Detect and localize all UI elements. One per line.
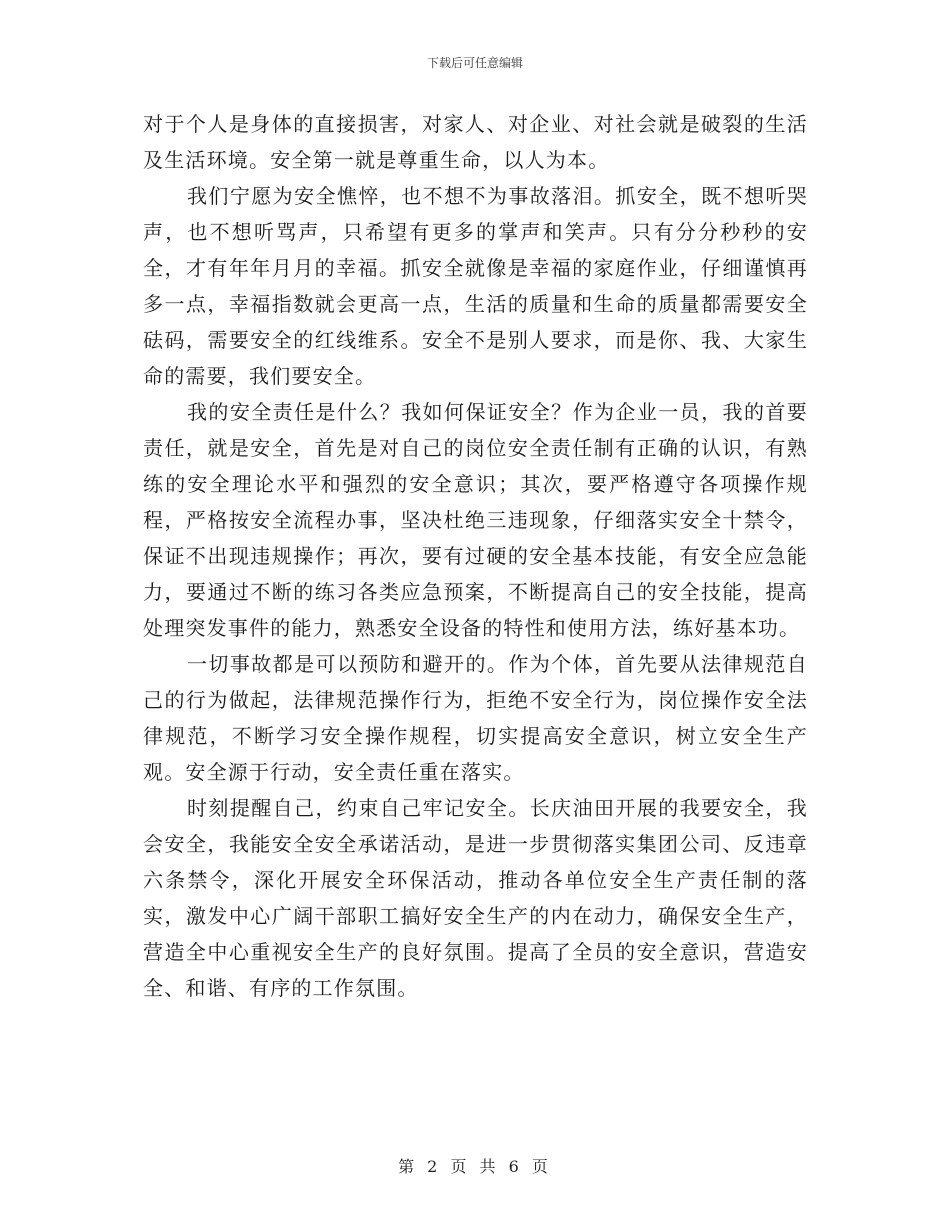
paragraph-2: 我们宁愿为安全憔悴，也不想不为事故落泪。抓安全，既不想听哭声，也不想听骂声，只希望有更多的掌声和笑声。只有分分秒秒的安全，才有年年月月的幸福。抓安全就像是幸福的家庭作业，仔细谨慎再多一点，幸福指数就会更高一点，生活的质量和生命的质量都需要安全砝码，需要安全的红线维系。安全不是别人要求，而是你、我、大家生命的需要，我们要安全。 xyxy=(143,184,808,388)
page-footer: 第 2 页 共 6 页 xyxy=(398,1157,552,1176)
document-body xyxy=(143,106,808,1006)
paragraph-3: 我的安全责任是什么？我如何保证安全？作为企业一员，我的首要责任，就是安全，首先是对自己的岗位安全责任制有正确的认识，有熟练的安全理论水平和强烈的安全意识；其次，要严格遵守各项操作规程，严格按安全流程办事，坚决杜绝三违现象，仔细落实安全十禁令，保证不出现违规操作；再次，要有过硬的安全基本技能，有安全应急能力，要通过不断的练习各类应急预案，不断提高自己的安全技能，提高处理突发事件的能力，熟悉安全设备的特性和使用方法，练好基本功。 xyxy=(143,400,808,640)
paragraph-5: 时刻提醒自己，约束自己牢记安全。长庆油田开展的我要安全，我会安全，我能安全安全承诺活动，是进一步贯彻落实集团公司、反违章六条禁令，深化开展安全环保活动，推动各单位安全生产责任制的落实，激发中心广阔干部职工搞好安全生产的内在动力，确保安全生产，营造全中心重视安全生产的良好氛围。提高了全员的安全意识，营造安全、和谐、有序的工作氛围。 xyxy=(143,796,808,1000)
paragraph-4: 一切事故都是可以预防和避开的。作为个体，首先要从法律规范自己的行为做起，法律规范操作行为，拒绝不安全行为，岗位操作安全法律规范，不断学习安全操作规程，切实提高安全意识，树立安全生产观。安全源于行动，安全责任重在落实。 xyxy=(143,652,808,784)
paragraph-1: 对于个人是身体的直接损害，对家人、对企业、对社会就是破裂的生活及生活环境。安全第一就是尊重生命，以人为本。 xyxy=(143,112,808,172)
page-header: 下载后可任意编辑 xyxy=(426,56,523,70)
